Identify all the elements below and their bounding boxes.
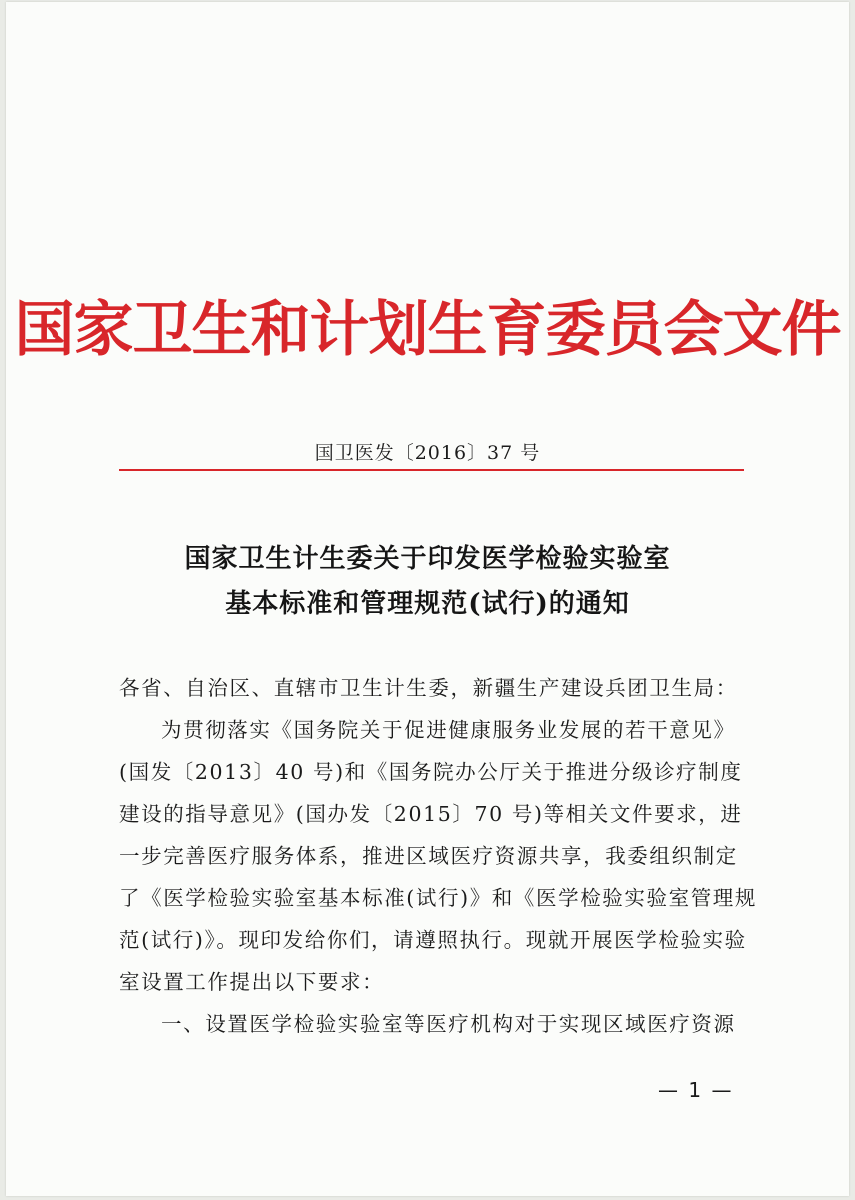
body-text [119,667,759,1045]
paragraph-2: 一、设置医学检验实验室等医疗机构对于实现区域医疗资源 [161,1012,736,1036]
paragraph-1: 为贯彻落实《国务院关于促进健康服务业发展的若干意见》(国发〔2013〕40 号)和《国务院办公厅关于推进分级诊疗制度建设的指导意见》(国办发〔2015〕70 号)等相关文件要求，进一步完善医疗服务体系，推进区域医疗资源共享，我委组织制定了《医学检验实验室基本标准(试行)》和《医学检验实验室管理规范(试行)》。现印发给你们，请遵照执行。现就开展医学检验实验室设置工作提出以下要求： [119,718,757,994]
notice-title-line-2: 基本标准和管理规范(试行)的通知 [225,589,630,619]
addressee: 各省、自治区、直辖市卫生计生委，新疆生产建设兵团卫生局： [119,676,738,700]
notice-title-line-1: 国家卫生计生委关于印发医学检验实验室 [184,544,671,574]
notice-title [6,537,849,627]
document-number: 国卫医发〔2016〕37 号 [314,442,541,464]
letterhead-title: 国家卫生和计划生育委员会文件 [14,295,841,365]
document-page [6,2,849,1196]
page-number: — 1 — [658,1078,734,1102]
red-divider [119,469,744,471]
